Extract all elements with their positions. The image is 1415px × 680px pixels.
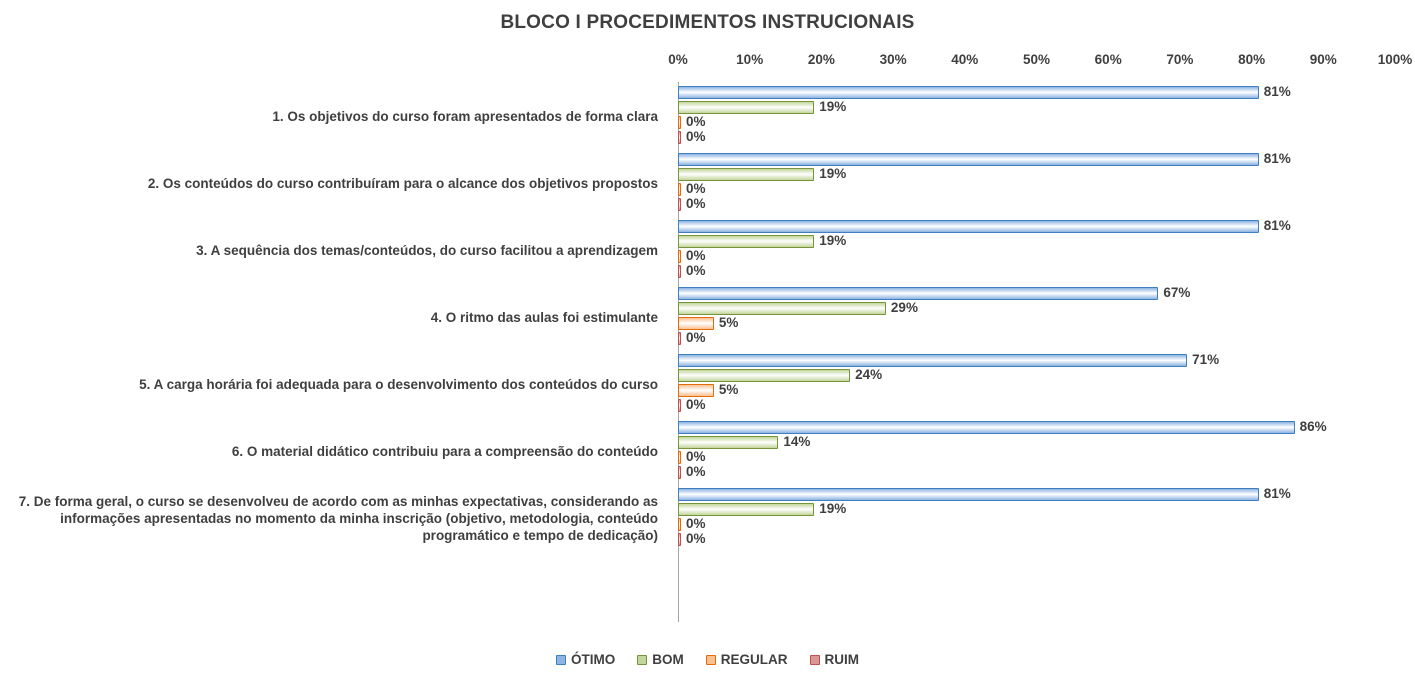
legend-swatch-icon <box>706 655 716 665</box>
bar-value-label: 19% <box>819 233 847 248</box>
bar-line <box>678 131 1415 144</box>
bar-line <box>678 86 1415 99</box>
x-axis-tick-labels <box>0 52 1415 70</box>
legend-swatch-icon <box>556 655 566 665</box>
bar-line <box>678 451 1415 464</box>
category-bar-group <box>678 287 1415 347</box>
x-axis-tick: 30% <box>879 52 907 67</box>
legend-item-bom[interactable] <box>637 652 684 667</box>
bar-ótimo[interactable] <box>678 488 1259 501</box>
x-axis-tick: 100% <box>1377 52 1413 67</box>
x-axis-tick: 80% <box>1238 52 1266 67</box>
bar-ruim[interactable] <box>678 332 681 345</box>
bar-value-label: 5% <box>718 382 739 397</box>
bar-regular[interactable] <box>678 116 681 129</box>
bar-value-label: 0% <box>686 449 706 464</box>
bar-value-label: 19% <box>819 166 847 181</box>
category-label: 7. De forma geral, o curso se desenvolveu de acordo com as minhas expectativas, considerando as informações apresentadas no momento da minha inscrição (objetivo, metodologia, conteúdo programático e tempo de dedicação) <box>18 493 658 543</box>
bar-value-label: 86% <box>1299 419 1327 434</box>
bar-value-label: 0% <box>686 516 706 531</box>
bar-value-label: 81% <box>1263 84 1291 99</box>
bar-value-label: 0% <box>686 531 706 546</box>
legend-label: BOM <box>652 652 684 667</box>
bar-ótimo[interactable] <box>678 153 1259 166</box>
legend-label: RUIM <box>824 652 859 667</box>
bar-value-label: 71% <box>1192 352 1220 367</box>
bar-value-label: 0% <box>686 196 706 211</box>
bar-value-label: 0% <box>686 181 706 196</box>
category-label: 3. A sequência dos temas/conteúdos, do curso facilitou a aprendizagem <box>196 242 658 258</box>
bar-ótimo[interactable] <box>678 86 1259 99</box>
bar-line <box>678 436 1415 449</box>
legend-swatch-icon <box>637 655 647 665</box>
category-bar-group <box>678 220 1415 280</box>
category-bar-group <box>678 488 1415 548</box>
bar-bom[interactable] <box>678 302 886 315</box>
bar-line <box>678 466 1415 479</box>
x-axis-tick: 20% <box>807 52 835 67</box>
bar-line <box>678 421 1415 434</box>
bar-bom[interactable] <box>678 503 814 516</box>
bar-regular[interactable] <box>678 250 681 263</box>
x-axis-tick: 0% <box>668 52 688 67</box>
x-axis-tick: 40% <box>951 52 979 67</box>
legend-item-ruim[interactable] <box>810 652 860 667</box>
bar-value-label: 29% <box>890 300 918 315</box>
bar-line <box>678 332 1415 345</box>
category-label: 1. Os objetivos do curso foram apresentados de forma clara <box>272 108 658 124</box>
bar-line <box>678 183 1415 196</box>
bar-value-label: 0% <box>686 129 706 144</box>
bar-line <box>678 384 1415 397</box>
bar-ótimo[interactable] <box>678 287 1158 300</box>
bar-line <box>678 518 1415 531</box>
category-bar-group <box>678 421 1415 481</box>
category-bar-group <box>678 86 1415 146</box>
bar-line <box>678 302 1415 315</box>
x-axis-tick: 60% <box>1094 52 1122 67</box>
bar-value-label: 81% <box>1263 151 1291 166</box>
bar-value-label: 19% <box>819 99 847 114</box>
bar-ruim[interactable] <box>678 466 681 479</box>
bar-ruim[interactable] <box>678 198 681 211</box>
bar-line <box>678 198 1415 211</box>
bar-value-label: 81% <box>1263 486 1291 501</box>
bar-bom[interactable] <box>678 101 814 114</box>
x-axis-tick: 70% <box>1166 52 1194 67</box>
bar-line <box>678 220 1415 233</box>
bar-line <box>678 488 1415 501</box>
bar-value-label: 0% <box>686 397 706 412</box>
bar-line <box>678 287 1415 300</box>
bar-line <box>678 369 1415 382</box>
bar-line <box>678 354 1415 367</box>
legend-swatch-icon <box>810 655 820 665</box>
legend-label: REGULAR <box>720 652 788 667</box>
bar-value-label: 67% <box>1163 285 1191 300</box>
bar-bom[interactable] <box>678 436 778 449</box>
bar-value-label: 0% <box>686 263 706 278</box>
bar-value-label: 0% <box>686 330 706 345</box>
category-label: 6. O material didático contribuiu para a compreensão do conteúdo <box>231 443 658 459</box>
bar-line <box>678 153 1415 166</box>
legend-item-ótimo[interactable] <box>556 652 615 667</box>
legend-item-regular[interactable] <box>706 652 788 667</box>
bar-line <box>678 235 1415 248</box>
bar-regular[interactable] <box>678 317 714 330</box>
bar-ruim[interactable] <box>678 265 681 278</box>
bar-bom[interactable] <box>678 235 814 248</box>
bar-value-label: 14% <box>783 434 811 449</box>
bar-value-label: 0% <box>686 248 706 263</box>
x-axis-tick: 50% <box>1022 52 1051 67</box>
bar-line <box>678 250 1415 263</box>
category-label: 4. O ritmo das aulas foi estimulante <box>430 309 658 325</box>
bar-regular[interactable] <box>678 518 681 531</box>
bar-value-label: 0% <box>686 114 706 129</box>
bar-ruim[interactable] <box>678 131 681 144</box>
bar-ótimo[interactable] <box>678 421 1295 434</box>
bar-bom[interactable] <box>678 369 850 382</box>
bar-ótimo[interactable] <box>678 220 1259 233</box>
bar-line <box>678 168 1415 181</box>
bar-ruim[interactable] <box>678 533 681 546</box>
category-label: 5. A carga horária foi adequada para o desenvolvimento dos conteúdos do curso <box>139 376 658 392</box>
bar-line <box>678 317 1415 330</box>
x-axis-tick: 90% <box>1309 52 1337 67</box>
bar-ótimo[interactable] <box>678 354 1187 367</box>
bar-regular[interactable] <box>678 384 714 397</box>
bar-value-label: 5% <box>718 315 739 330</box>
bar-value-label: 0% <box>686 464 706 479</box>
legend-label: ÓTIMO <box>571 652 616 667</box>
bar-value-label: 19% <box>819 501 847 516</box>
bar-line <box>678 399 1415 412</box>
category-bar-group <box>678 354 1415 414</box>
bar-value-label: 81% <box>1263 218 1291 233</box>
bar-line <box>678 265 1415 278</box>
chart-legend <box>0 652 1415 667</box>
bar-bom[interactable] <box>678 168 814 181</box>
bar-line <box>678 101 1415 114</box>
bar-line <box>678 503 1415 516</box>
bar-regular[interactable] <box>678 183 681 196</box>
category-bar-group <box>678 153 1415 213</box>
bar-regular[interactable] <box>678 451 681 464</box>
bar-value-label: 24% <box>855 367 883 382</box>
bar-ruim[interactable] <box>678 399 681 412</box>
category-label: 2. Os conteúdos do curso contribuíram para o alcance dos objetivos propostos <box>147 175 658 191</box>
chart-title: BLOCO I PROCEDIMENTOS INSTRUCIONAIS <box>500 12 915 33</box>
x-axis-tick: 10% <box>736 52 764 67</box>
bar-line <box>678 116 1415 129</box>
bar-line <box>678 533 1415 546</box>
